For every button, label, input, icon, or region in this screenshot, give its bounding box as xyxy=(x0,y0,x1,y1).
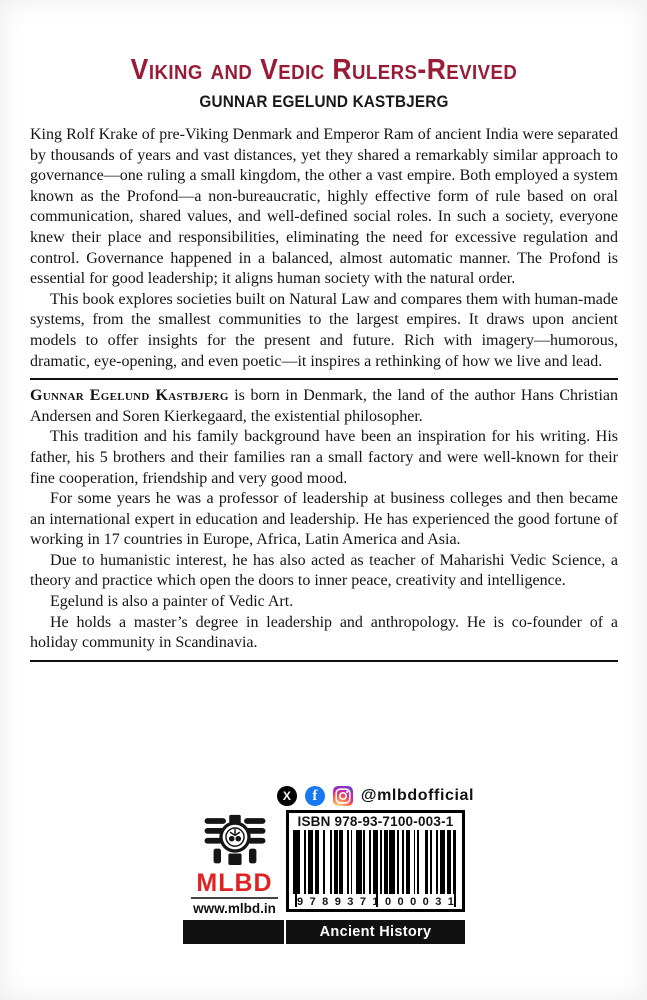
bio-paragraph: Egelund is also a painter of Vedic Art. xyxy=(50,593,294,611)
bio-paragraph: He holds a master’s degree in leadership and anthropology. He is co-founder of a holiday community in Scandinavia. xyxy=(30,613,618,652)
book-author: GUNNAR EGELUND KASTBJERG xyxy=(199,92,449,111)
isbn-label: ISBN 978-93-7100-003-1 xyxy=(297,814,454,829)
bio-lead-paragraph xyxy=(30,386,618,427)
publisher-underline xyxy=(191,897,278,899)
publisher-block xyxy=(183,810,286,916)
cover-content xyxy=(30,0,618,668)
publisher-row xyxy=(183,810,465,916)
divider-rule-top xyxy=(30,378,618,380)
category-bar xyxy=(183,920,465,944)
instagram-icon xyxy=(333,786,353,806)
mlbd-emblem-logo xyxy=(202,814,268,870)
category-bar-left-segment xyxy=(183,920,286,944)
isbn-box xyxy=(286,810,465,912)
social-handle: @mlbdofficial xyxy=(360,787,475,804)
book-title: Viking and Vedic Rulers-Revived xyxy=(130,54,518,86)
x-twitter-icon: X xyxy=(277,786,297,806)
barcode-guard-bar xyxy=(454,830,456,907)
bio-paragraph: This tradition and his family background have been an inspiration for his writing. His father, his 5 brothers and their families ran a small factory and were well-known for their fine cooperation, friendship and very good mood. xyxy=(30,428,618,487)
category-label: Ancient History xyxy=(319,924,432,940)
bio-author-name: Gunnar Egelund Kastbjerg xyxy=(30,387,229,405)
social-row xyxy=(282,784,475,808)
divider-rule-bottom xyxy=(30,660,618,662)
facebook-icon: f xyxy=(305,786,325,806)
bio-lead-text: is born in Denmark, the land of the author Hans Christian Andersen and Soren Kierkegaard, the existential philosopher. xyxy=(30,387,618,425)
author-bio-section xyxy=(30,386,618,654)
publisher-name: MLBD xyxy=(196,869,273,897)
barcode-digits: 9 7 8 9 3 7 1 0 0 0 0 3 1 xyxy=(297,896,454,908)
synopsis-section xyxy=(30,125,618,372)
publisher-footer xyxy=(183,784,475,944)
bio-paragraph: For some years he was a professor of leadership at business colleges and then became an international expert in education and leadership. He has experienced the good fortune of working in 17 countries in Europe, Africa, Latin America and Asia. xyxy=(30,490,618,549)
synopsis-paragraph: King Rolf Krake of pre-Viking Denmark and Emperor Ram of ancient India were separated by thousands of years and vast distances, yet they shared a remarkably similar approach to governance—one ruling a small kingdom, the other a vast empire. Both employed a system known as the Profond—a non-bureaucratic, highly effective form of rule based on oral communication, shared values, and well-defined social roles. In such a society, everyone knew their place and responsibilities, eliminating the need for excessive regulation and control. Governance happened in a balanced, almost automatic manner. The Profond is essential for good leadership; it aligns human society with the natural order. xyxy=(30,126,618,288)
synopsis-paragraph: This book explores societies built on Natural Law and compares them with human-made systems, from the smallest communities to the largest empires. It draws upon ancient models to offer insights for the present and future. Rich with imagery—humorous, dramatic, eye-opening, and even poetic—it inspires a rethinking of how we live and lead. xyxy=(30,290,618,370)
bio-paragraph: Due to humanistic interest, he has also acted as teacher of Maharishi Vedic Science, a theory and practice which open the doors to inner peace, creativity and intelligence. xyxy=(30,551,618,590)
publisher-website: www.mlbd.in xyxy=(193,901,276,916)
barcode xyxy=(293,830,458,907)
